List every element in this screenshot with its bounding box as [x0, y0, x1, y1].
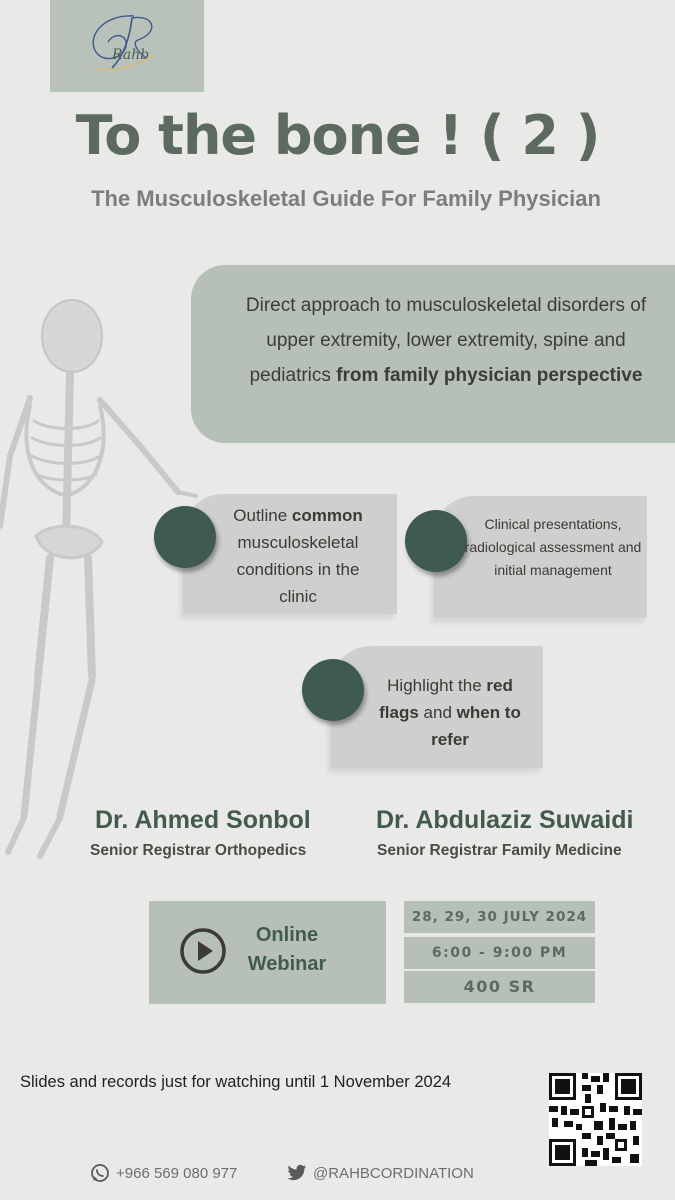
- objective-text-1: Outline common musculoskeletal conditions in the clinic: [233, 506, 363, 606]
- phone-number: +966 569 080 977: [116, 1164, 238, 1182]
- page-subtitle: The Musculoskeletal Guide For Family Physician: [91, 186, 601, 211]
- speaker-name-2: Dr. Abdulaziz Suwaidi: [376, 806, 634, 834]
- intro-emphasis: from family physician perspective: [336, 365, 643, 386]
- intro-body: Direct approach to musculoskeletal disorders of upper extremity, lower extremity, spine and pediatrics: [245, 295, 647, 386]
- objective-bullet-1: [154, 506, 216, 568]
- speaker-name-1: Dr. Ahmed Sonbol: [95, 806, 311, 834]
- webinar-label: Online Webinar: [247, 924, 327, 975]
- play-icon: [179, 927, 227, 975]
- twitter-icon: [287, 1164, 307, 1182]
- objective-text-3: Highlight the red flags and when to refer: [379, 676, 521, 749]
- objective-bullet-3: [302, 659, 364, 721]
- speaker-role-1: Senior Registrar Orthopedics: [90, 842, 307, 859]
- skeleton-illustration: [0, 296, 200, 866]
- speaker-role-2: Senior Registrar Family Medicine: [377, 842, 622, 859]
- event-dates: 28, 29, 30 JULY 2024: [404, 901, 595, 933]
- whatsapp-icon: [90, 1163, 110, 1183]
- intro-text: [241, 288, 651, 393]
- footer-note: Slides and records just for watching until 1 November 2024: [20, 1073, 452, 1091]
- objective-text-2: Clinical presentations, radiological assessment and initial management: [464, 516, 642, 578]
- objective-bullet-2: [405, 510, 467, 572]
- qr-code[interactable]: [549, 1073, 642, 1166]
- event-time: 6:00 - 9:00 PM: [404, 937, 595, 969]
- logo-swirl-icon: [74, 6, 184, 86]
- logo: [50, 0, 204, 92]
- event-price: 400 SR: [404, 971, 595, 1003]
- twitter-handle: @RAHBCORDINATION: [313, 1164, 474, 1182]
- webinar-badge: [149, 901, 386, 1004]
- page-title: To the bone ! ( 2 ): [75, 104, 600, 167]
- logo-text: Rahb: [112, 47, 150, 63]
- phone-contact[interactable]: [90, 1160, 237, 1186]
- twitter-contact[interactable]: [287, 1160, 474, 1186]
